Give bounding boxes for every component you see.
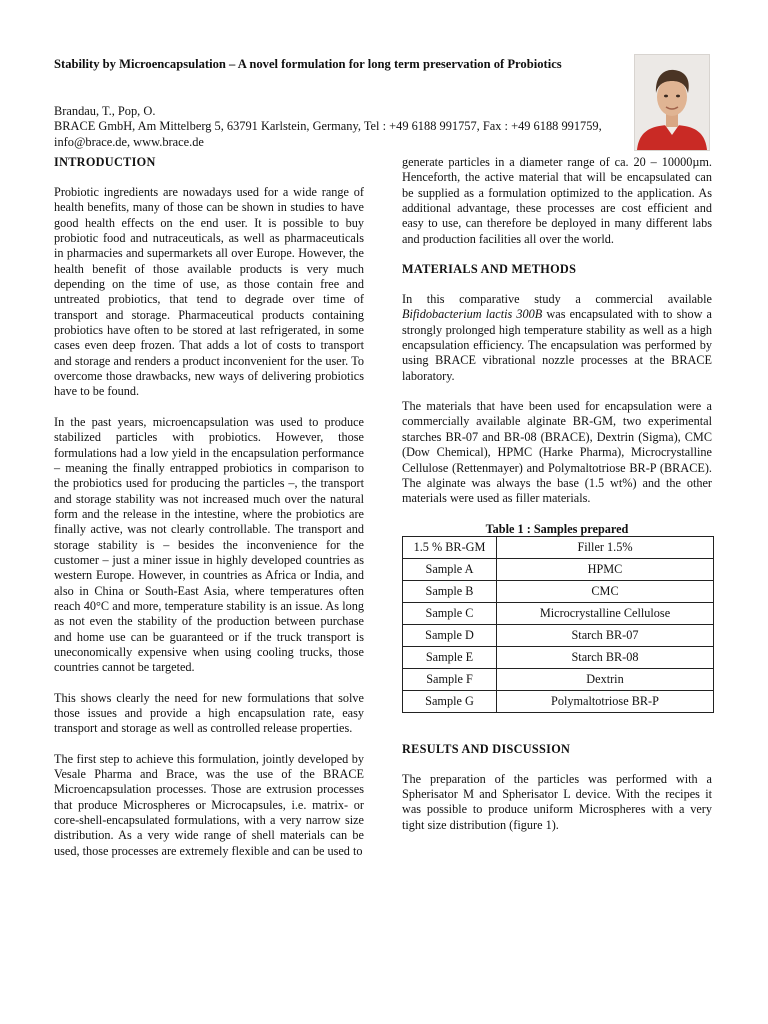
materials-methods-heading: MATERIALS AND METHODS bbox=[402, 262, 577, 277]
table-cell-filler: Filler 1.5% bbox=[497, 536, 714, 558]
author-block bbox=[54, 104, 624, 150]
table-caption: Table 1 : Samples prepared bbox=[485, 521, 629, 536]
right-column bbox=[402, 155, 712, 833]
samples-table bbox=[402, 536, 714, 713]
materials-paragraph-1 bbox=[402, 292, 712, 384]
intro-paragraph-4: The first step to achieve this formulation, jointly developed by Vesale Pharma and Brace, was the use of the BRACE Microencapsulation processes. Those are extrusion processes that produce Microspheres or Microcapsules, i.e. matrix- or core-shell-encapsulated formulations, with a very narrow size distribution. As a very wide range of shell materials can be used, those processes are extremely flexible and can be used to bbox=[54, 751, 364, 858]
table-row bbox=[403, 646, 714, 668]
mm-text-after: was encapsulated with to show a strongly prolonged high temperature stability as well as a high encapsulation efficiency. The encapsulation was performed by using BRACE vibrational nozzle processes at the BRACE laboratory. bbox=[402, 307, 712, 383]
table-row bbox=[403, 602, 714, 624]
table-1 bbox=[402, 522, 712, 713]
table-row bbox=[403, 558, 714, 580]
table-cell-filler: Microcrystalline Cellulose bbox=[497, 602, 714, 624]
table-row bbox=[403, 536, 714, 558]
table-cell-filler: CMC bbox=[497, 580, 714, 602]
table-cell-sample: Sample B bbox=[403, 580, 497, 602]
author-names: Brandau, T., Pop, O. bbox=[54, 104, 156, 118]
author-portrait-image bbox=[635, 55, 709, 150]
table-cell-filler: Starch BR-08 bbox=[497, 646, 714, 668]
intro-paragraph-1: Probiotic ingredients are nowadays used for a wide range of health benefits, many of those can be shown in studies to have good health effects on the end user. It is possible to buy probiotic food and nutraceuticals, as well as pharmaceuticals in pharmacies and supermarkets all over Europe. However, the health benefit of those available products is very much depending on the time of use, as those contain free and untreated probiotics, that tend to degrade over time of transport and storage. Pharmaceutical products containing probiotics have often to be stored at last refrigerated, in some cases even deep frozen. That adds a lot of costs to transport and storage and renders a product inconvenient for the user. To overcome those drawbacks, new ways of delivering probiotics have to be found. bbox=[54, 185, 364, 399]
table-cell-sample: Sample E bbox=[403, 646, 497, 668]
paper-title: Stability by Microencapsulation – A novel formulation for long term preservation of Probiotics bbox=[54, 57, 562, 71]
table-row bbox=[403, 690, 714, 712]
species-name: Bifidobacterium lactis 300B bbox=[402, 307, 543, 322]
results-paragraph-1: The preparation of the particles was performed with a Spherisator M and Spherisator L device. With the recipes it was possible to produce uniform Microspheres with a very tight size distribution (figure 1). bbox=[402, 771, 712, 832]
table-row bbox=[403, 580, 714, 602]
table-cell-sample: Sample C bbox=[403, 602, 497, 624]
materials-paragraph-2: The materials that have been used for encapsulation were a commercially available alginate BR-GM, two experimental starches BR-07 and BR-08 (BRACE), Dextrin (Sigma), CMC (Dow Chemical), HPMC (Harke Pharma), Microcrystalline Cellulose (Rettenmayer) and Polymaltotriose BR-P (BRACE). The alginate was always the base (1.5 wt%) and the other materials were used as filler materials. bbox=[402, 399, 712, 506]
intro-paragraph-3: This shows clearly the need for new formulations that solve those issues and provide a high encapsulation rate, easy transport and storage as well as controlled release properties. bbox=[54, 690, 364, 736]
author-affiliation: BRACE GmbH, Am Mittelberg 5, 63791 Karlstein, Germany, Tel : +49 6188 991757, Fax : +49 6188 991759, info@brace.de, www.brace.de bbox=[54, 119, 602, 149]
intro-continuation-paragraph: generate particles in a diameter range of ca. 20 – 10000µm. Henceforth, the active material that will be encapsulated can be supplied as a formulation optimized to the application. As additional advantage, these processes are cost efficient and easy to use, can therefore be deployed in many different labs and production facilities all over the world. bbox=[402, 155, 712, 246]
table-cell-filler: Polymaltotriose BR-P bbox=[497, 690, 714, 712]
table-row bbox=[403, 668, 714, 690]
table-cell-sample: Sample D bbox=[403, 624, 497, 646]
table-cell-filler: Starch BR-07 bbox=[497, 624, 714, 646]
table-cell-sample: 1.5 % BR-GM bbox=[403, 536, 497, 558]
author-photo bbox=[634, 54, 710, 151]
left-column bbox=[54, 155, 364, 859]
table-cell-filler: HPMC bbox=[497, 558, 714, 580]
mm-text-before: In this comparative study a commercial available bbox=[402, 292, 712, 307]
table-cell-sample: Sample G bbox=[403, 690, 497, 712]
table-cell-sample: Sample A bbox=[403, 558, 497, 580]
table-cell-filler: Dextrin bbox=[497, 668, 714, 690]
table-cell-sample: Sample F bbox=[403, 668, 497, 690]
introduction-heading: INTRODUCTION bbox=[54, 155, 156, 169]
table-row bbox=[403, 624, 714, 646]
results-discussion-heading: RESULTS AND DISCUSSION bbox=[402, 741, 571, 756]
intro-paragraph-2: In the past years, microencapsulation was used to produce stabilized particles with probiotics. However, those formulations had a low yield in the encapsulation performance – meaning the finally entrapped probiotics in comparison to the probiotics used for producing the particles –, the transport and storage stability was not increased much over the natural form and the release in the intestine, where the probiotics are finally active, was not clearly controllable. The transport and storage stability is – besides the inconvenience for the customer – just a miner issue in highly developed countries as western Europe. However, in countries as Africa or India, and also in China or South-East Asia, where temperatures often reach 40°C and more, temperature stability is an issue. As long as not even the stability of the production between purchase and home use can be guaranteed or if the truck transport is uneconomically expensive when using cooling trucks, those countries cannot be targeted. bbox=[54, 414, 364, 675]
